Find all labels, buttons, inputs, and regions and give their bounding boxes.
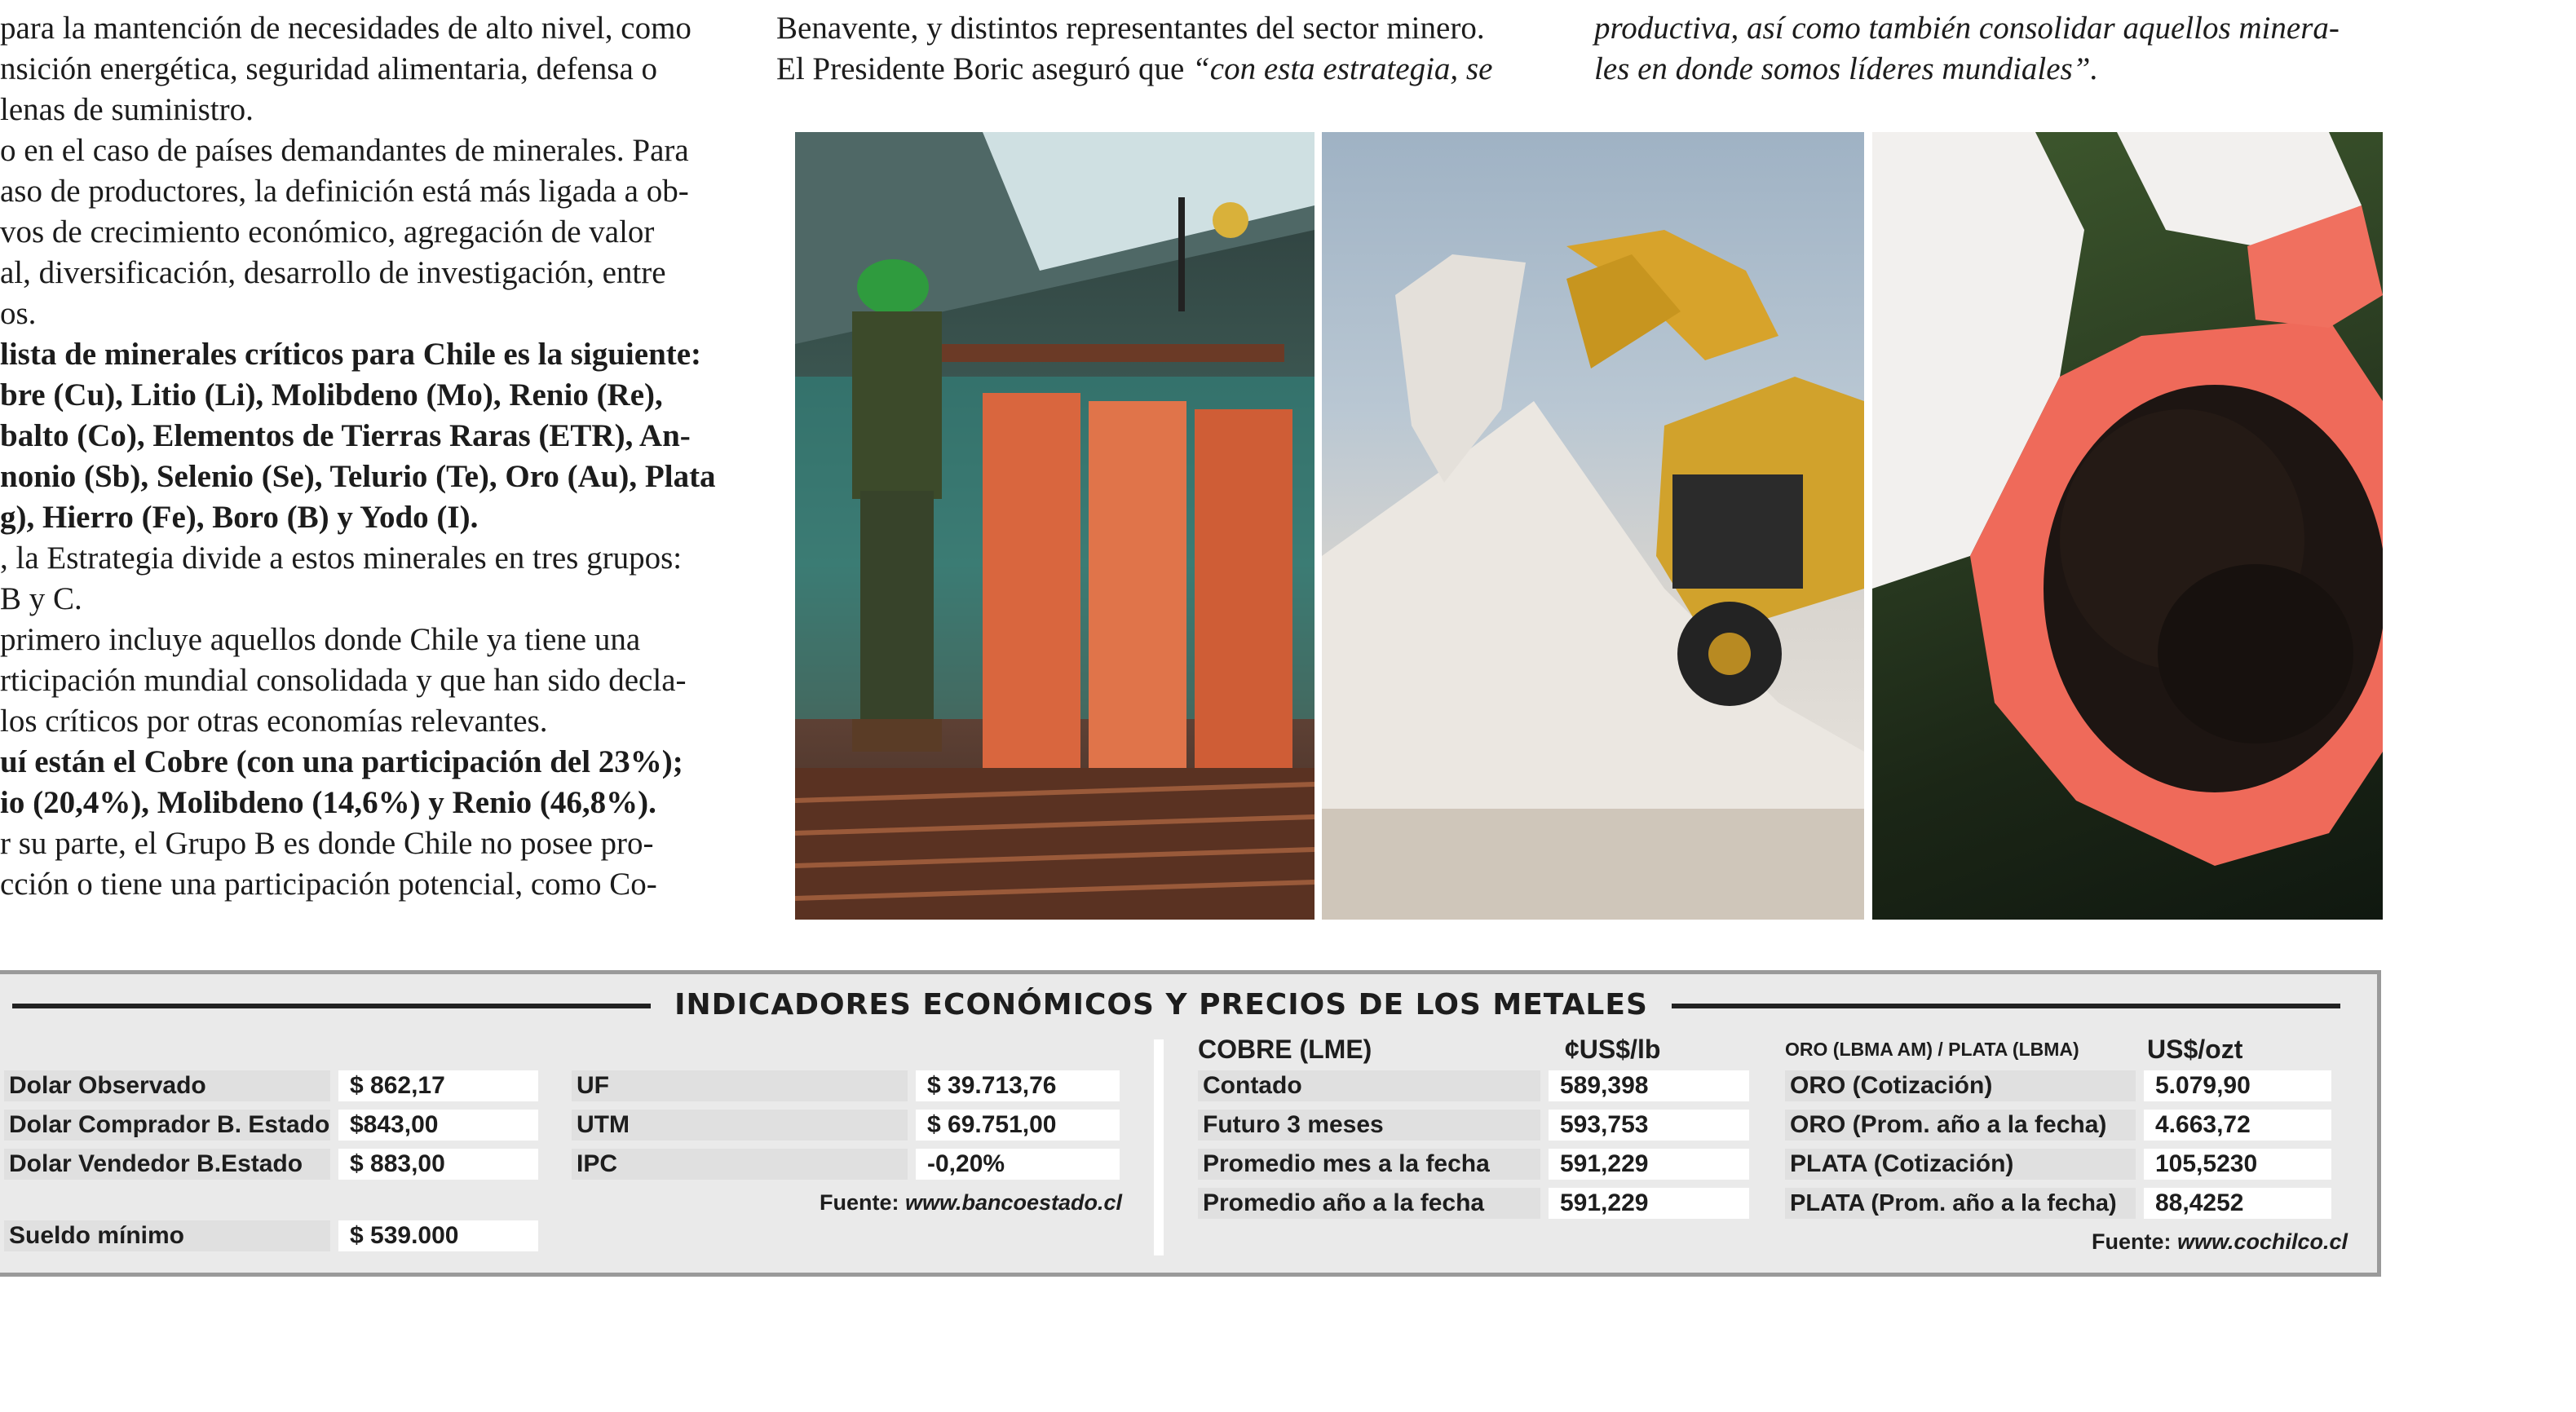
gold-silver-label: PLATA (Prom. año a la fecha) <box>1785 1188 2136 1219</box>
article-right-column <box>1594 8 2389 90</box>
article-line: vos de crecimiento económico, agregación de valor <box>0 214 655 249</box>
indicator-value: $ 883,00 <box>338 1149 538 1180</box>
economic-indicators-panel <box>0 970 2381 1277</box>
gold-silver-label: PLATA (Cotización) <box>1785 1149 2136 1180</box>
copper-value: 593,753 <box>1549 1110 1749 1141</box>
article-line: , la Estrategia divide a estos minerales en tres grupos: <box>0 541 683 576</box>
title-rule-right <box>1672 1004 2340 1008</box>
hands-soil-illustration <box>1872 132 2383 920</box>
copper-value: 591,229 <box>1549 1188 1749 1219</box>
title-rule-left <box>12 1004 651 1008</box>
article-line-bold: lista de minerales críticos para Chile es la siguiente: <box>0 337 702 372</box>
article-line: al, diversificación, desarrollo de investigación, entre <box>0 255 666 290</box>
article-line: nsición energética, seguridad alimentaria, defensa o <box>0 51 658 86</box>
indicator-label: UTM <box>572 1110 908 1141</box>
indicator-value: $ 39.713,76 <box>916 1070 1120 1101</box>
article-line-italic: les en donde somos líderes mundiales”. <box>1594 51 2099 86</box>
gold-silver-label: ORO (Prom. año a la fecha) <box>1785 1110 2136 1141</box>
indicator-label: IPC <box>572 1149 908 1180</box>
copper-value: 589,398 <box>1549 1070 1749 1101</box>
article-line-bold: uí están el Cobre (con una participación del 23%); <box>0 744 683 779</box>
copper-header: COBRE (LME) <box>1198 1035 1372 1064</box>
article-line: para la mantención de necesidades de alto nivel, como <box>0 11 691 46</box>
article-line: r su parte, el Grupo B es donde Chile no posee pro- <box>0 826 654 861</box>
article-line: aso de productores, la definición está más ligada a ob- <box>0 174 689 209</box>
indicator-label: Dolar Observado <box>4 1070 330 1101</box>
gold-silver-unit: US$/ozt <box>2147 1035 2243 1064</box>
indicator-label: Dolar Comprador B. Estado <box>4 1110 330 1141</box>
article-line: Benavente, y distintos representantes del sector minero. <box>776 11 1485 46</box>
indicator-label: Sueldo mínimo <box>4 1220 330 1251</box>
gold-silver-header: ORO (LBMA AM) / PLATA (LBMA) <box>1785 1039 2079 1060</box>
article-line: rticipación mundial consolidada y que han sido decla- <box>0 663 687 698</box>
indicator-value: $ 539.000 <box>338 1220 538 1251</box>
gold-silver-label: ORO (Cotización) <box>1785 1070 2136 1101</box>
article-line: B y C. <box>0 581 82 616</box>
gold-silver-value: 4.663,72 <box>2144 1110 2331 1141</box>
article-line-italic: productiva, así como también consolidar aquellos minera- <box>1594 11 2340 46</box>
indicator-label: Dolar Vendedor B.Estado <box>4 1149 330 1180</box>
article-middle-column <box>776 8 1556 90</box>
indicator-value: -0,20% <box>916 1149 1120 1180</box>
indicator-value: $843,00 <box>338 1110 538 1141</box>
quote-fragment: “con esta estrategia, se <box>1192 51 1493 86</box>
gold-silver-value: 88,4252 <box>2144 1188 2331 1219</box>
source-cochilco: Fuente: www.cochilco.cl <box>2092 1229 2348 1254</box>
copper-value: 591,229 <box>1549 1149 1749 1180</box>
article-line: cción o tiene una participación potencial, como Co- <box>0 867 657 902</box>
article-line-bold: io (20,4%), Molibdeno (14,6%) y Renio (46,8%). <box>0 785 656 820</box>
article-line-bold: g), Hierro (Fe), Boro (B) y Yodo (I). <box>0 500 479 535</box>
article-line-bold: balto (Co), Elementos de Tierras Raras (ETR), An- <box>0 418 691 453</box>
article-line: lenas de suministro. <box>0 92 254 127</box>
indicator-label: UF <box>572 1070 908 1101</box>
article-left-column <box>0 8 738 905</box>
copper-label: Promedio mes a la fecha <box>1198 1149 1540 1180</box>
copper-label: Futuro 3 meses <box>1198 1110 1540 1141</box>
article-line: los críticos por otras economías relevantes. <box>0 704 548 739</box>
article-line-bold: nonio (Sb), Selenio (Se), Telurio (Te), Oro (Au), Plata <box>0 459 716 494</box>
source-bancoestado: Fuente: www.bancoestado.cl <box>820 1190 1123 1215</box>
loader-illustration <box>1322 132 1864 920</box>
indicator-value: $ 69.751,00 <box>916 1110 1120 1141</box>
indicator-value: $ 862,17 <box>338 1070 538 1101</box>
copper-label: Contado <box>1198 1070 1540 1101</box>
gold-silver-value: 105,5230 <box>2144 1149 2331 1180</box>
article-line: o en el caso de países demandantes de minerales. Para <box>0 133 689 168</box>
indicators-title: INDICADORES ECONÓMICOS Y PRECIOS DE LOS METALES <box>674 988 1648 1021</box>
gold-silver-value: 5.079,90 <box>2144 1070 2331 1101</box>
copper-unit: ¢US$/lb <box>1565 1035 1661 1064</box>
article-line-bold: bre (Cu), Litio (Li), Molibdeno (Mo), Renio (Re), <box>0 377 663 413</box>
photo-gloved-hands-soil <box>1872 132 2383 920</box>
copper-label: Promedio año a la fecha <box>1198 1188 1540 1219</box>
panel-divider <box>1154 1039 1164 1255</box>
photo-copper-cathodes <box>795 132 1315 920</box>
photo-loader-salt-pile <box>1322 132 1864 920</box>
article-line: os. <box>0 296 37 331</box>
article-line: El Presidente Boric aseguró que “con esta estrategia, se <box>776 51 1493 86</box>
copper-cathodes-illustration <box>795 132 1315 920</box>
article-line: primero incluye aquellos donde Chile ya tiene una <box>0 622 641 657</box>
